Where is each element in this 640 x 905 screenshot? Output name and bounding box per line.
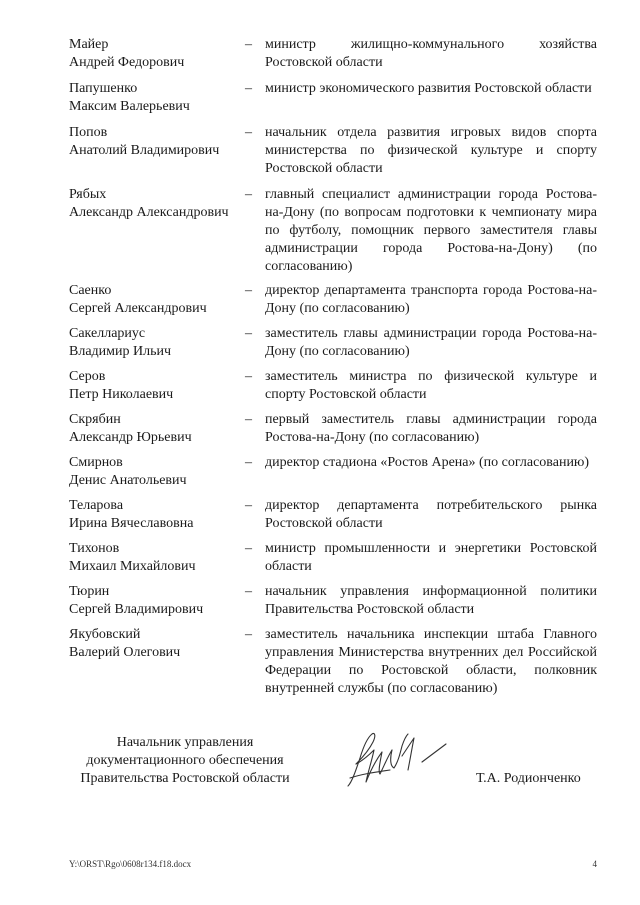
member-row	[69, 583, 597, 619]
member-given-name: Анатолий Владимирович	[69, 143, 220, 158]
member-row	[69, 454, 597, 490]
member-position: министр промышленности и энергетики Ростовской области	[265, 541, 597, 574]
member-row	[69, 368, 597, 404]
member-position: заместитель начальника инспекции штаба Главного управления Министерства внутренних дел Российской Федерации по Ростовской области, полковник внутренней службы (по согласованию)	[265, 627, 597, 696]
member-list	[69, 36, 597, 698]
member-given-name: Андрей Федорович	[69, 55, 185, 70]
member-name	[69, 282, 243, 318]
member-surname: Серов	[69, 369, 106, 384]
member-surname: Якубовский	[69, 627, 141, 642]
member-name	[69, 411, 243, 447]
member-name	[69, 368, 243, 404]
member-dash: –	[245, 412, 252, 427]
member-position: заместитель министра по физической культуре и спорту Ростовской области	[265, 369, 597, 402]
member-row	[69, 497, 597, 533]
member-name	[69, 186, 243, 276]
member-surname: Сакеллариус	[69, 326, 146, 341]
member-given-name: Михаил Михайлович	[69, 559, 196, 574]
member-surname: Майер	[69, 37, 109, 52]
member-dash: –	[245, 37, 252, 52]
signer-title	[69, 734, 301, 788]
member-row	[69, 325, 597, 361]
member-dash: –	[245, 81, 252, 96]
member-row	[69, 411, 597, 447]
member-row	[69, 282, 597, 318]
page-number: 4	[592, 859, 597, 869]
member-given-name: Сергей Владимирович	[69, 602, 204, 617]
member-surname: Тихонов	[69, 541, 120, 556]
member-name	[69, 36, 243, 72]
member-dash: –	[245, 187, 252, 202]
member-position: директор департамента транспорта города Ростова-на-Дону (по согласованию)	[265, 283, 597, 316]
member-dash: –	[245, 369, 252, 384]
member-given-name: Петр Николаевич	[69, 387, 174, 402]
member-dash: –	[245, 498, 252, 513]
member-dash: –	[245, 455, 252, 470]
member-row	[69, 626, 597, 698]
member-position: министр жилищно-коммунального хозяйства Ростовской области	[265, 37, 597, 70]
member-row	[69, 80, 597, 116]
member-surname: Теларова	[69, 498, 124, 513]
handwritten-signature	[342, 726, 452, 796]
member-given-name: Валерий Олегович	[69, 645, 181, 660]
member-name	[69, 124, 243, 178]
member-position: первый заместитель главы администрации города Ростова-на-Дону (по согласованию)	[265, 412, 597, 445]
member-given-name: Владимир Ильич	[69, 344, 172, 359]
member-surname: Папушенко	[69, 81, 138, 96]
member-position: начальник отдела развития игровых видов спорта министерства по физической культуре и спорту Ростовской области	[265, 125, 597, 176]
member-name	[69, 454, 243, 490]
signer-name: Т.А. Родионченко	[476, 771, 581, 786]
member-dash: –	[245, 541, 252, 556]
member-position: директор стадиона «Ростов Арена» (по согласованию)	[265, 455, 590, 470]
signer-title-line: документационного обеспечения	[86, 753, 284, 768]
member-position: заместитель главы администрации города Ростова-на-Дону (по согласованию)	[265, 326, 597, 359]
page-footer	[69, 859, 597, 869]
member-name	[69, 540, 243, 576]
member-position: директор департамента потребительского рынка Ростовской области	[265, 498, 597, 531]
member-dash: –	[245, 584, 252, 599]
member-dash: –	[245, 125, 252, 140]
member-name	[69, 80, 243, 116]
member-position: начальник управления информационной политики Правительства Ростовской области	[265, 584, 597, 617]
member-dash: –	[245, 627, 252, 642]
member-row	[69, 186, 597, 276]
signer-title-line: Начальник управления	[116, 735, 254, 750]
member-row	[69, 124, 597, 178]
member-given-name: Александр Юрьевич	[69, 430, 192, 445]
member-surname: Смирнов	[69, 455, 123, 470]
member-surname: Скрябин	[69, 412, 121, 427]
member-position: главный специалист администрации города Ростова-на-Дону (по вопросам подготовки к чемпионату мира по футболу, помощник первого заместителя главы администрации города Ростова-на-Дону) (по согласованию)	[265, 187, 597, 274]
member-name	[69, 497, 243, 533]
member-given-name: Александр Александрович	[69, 205, 229, 220]
member-dash: –	[245, 283, 252, 298]
member-dash: –	[245, 326, 252, 341]
member-given-name: Сергей Александрович	[69, 301, 207, 316]
file-path: Y:\ORST\Rgo\0608r134.f18.docx	[69, 859, 192, 869]
member-surname: Тюрин	[69, 584, 110, 599]
member-surname: Попов	[69, 125, 108, 140]
member-given-name: Ирина Вячеславовна	[69, 516, 194, 531]
member-surname: Рябых	[69, 187, 107, 202]
member-name	[69, 626, 243, 698]
member-given-name: Денис Анатольевич	[69, 473, 187, 488]
member-name	[69, 325, 243, 361]
member-row	[69, 540, 597, 576]
member-given-name: Максим Валерьевич	[69, 99, 190, 114]
member-name	[69, 583, 243, 619]
member-surname: Саенко	[69, 283, 112, 298]
signer-title-line: Правительства Ростовской области	[80, 771, 290, 786]
member-row	[69, 36, 597, 72]
member-position: министр экономического развития Ростовской области	[265, 81, 592, 96]
